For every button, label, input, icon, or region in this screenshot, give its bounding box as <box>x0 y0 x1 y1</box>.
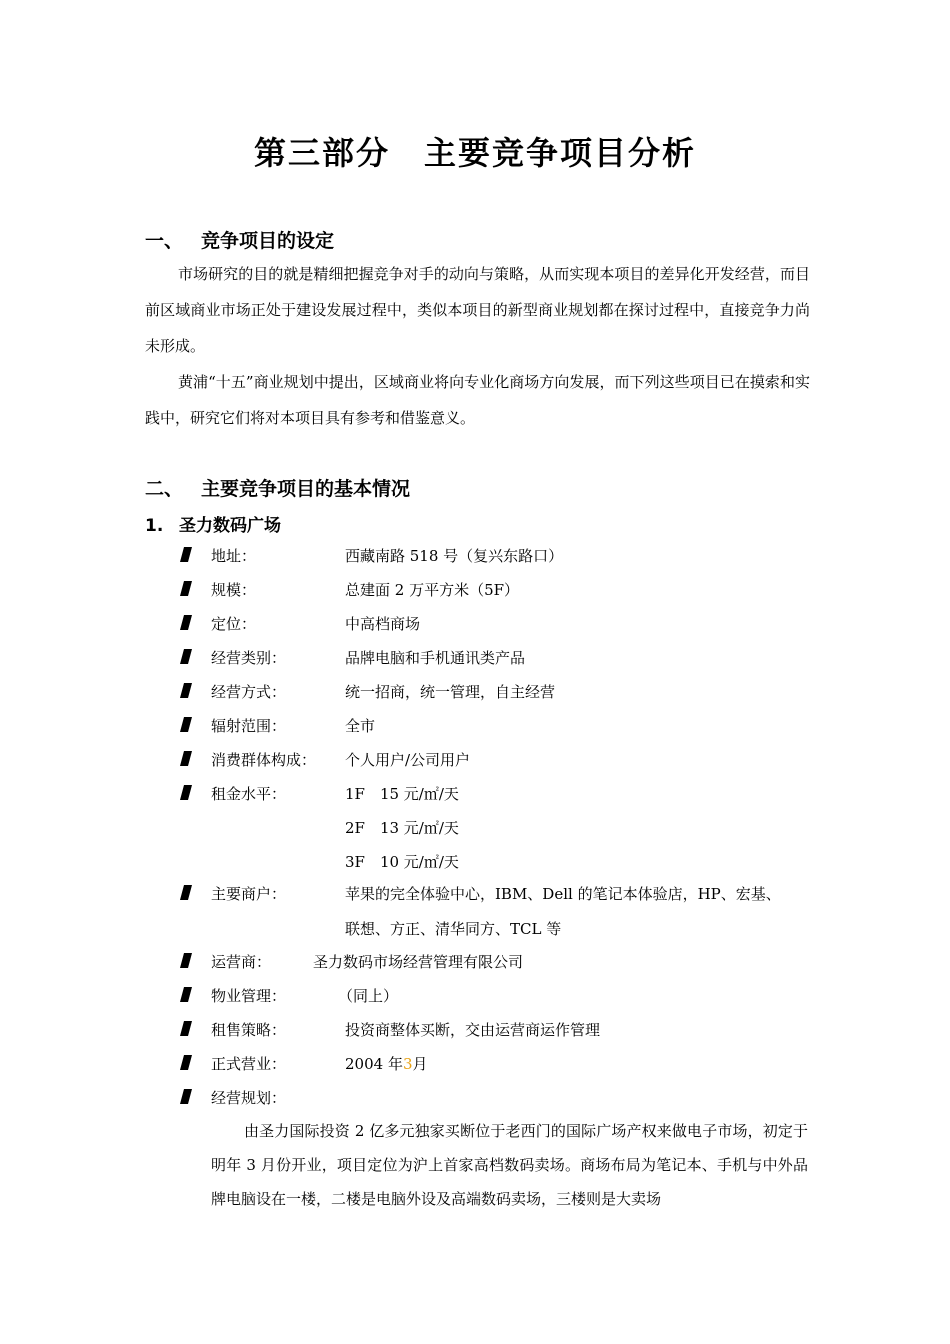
section-heading-1 <box>145 226 334 253</box>
bullet-icon <box>180 581 192 596</box>
paragraph-huangpu-plan: 黄浦“十五”商业规划中提出，区域商业将向专业化商场方向发展，而下列这些项目已在摸索和实践中，研究它们将对本项目具有参考和借鉴意义。 <box>145 373 810 427</box>
info-value <box>345 1053 428 1074</box>
info-value: 苹果的完全体验中心，IBM、Dell 的笔记本体验店，HP、宏基、 <box>345 885 781 903</box>
info-value: 个人用户/公司用户 <box>345 751 471 769</box>
paragraph-market-research: 市场研究的目的就是精细把握竞争对手的动向与策略，从而实现本项目的差异化开发经营，而目前区域商业市场正处于建设发展过程中，类似本项目的新型商业规划都在探讨过程中，直接竞争力尚未形成。 <box>145 265 810 355</box>
rent-row-1f: 1F 15 元/㎡/天 <box>345 785 459 803</box>
info-value: 投资商整体买断，交由运营商运作管理 <box>345 1021 601 1039</box>
bullet-icon <box>180 547 192 562</box>
bullet-icon <box>180 1021 192 1036</box>
info-label: 定位： <box>211 615 257 633</box>
info-value: 统一招商，统一管理，自主经营 <box>345 683 556 701</box>
opening-month-suffix: 月 <box>412 1055 428 1073</box>
bullet-icon <box>180 885 192 900</box>
bullet-icon <box>180 1055 192 1070</box>
info-label: 地址： <box>211 547 257 565</box>
subsection-number: 1. <box>145 516 164 536</box>
info-label: 正式营业： <box>211 1055 287 1073</box>
subsection-title: 圣力数码广场 <box>179 516 281 536</box>
info-label: 运营商： <box>211 953 272 971</box>
bullet-icon <box>180 987 192 1002</box>
bullet-icon <box>180 615 192 630</box>
info-value: 中高档商场 <box>345 615 421 633</box>
rent-row-2f: 2F 13 元/㎡/天 <box>345 819 459 837</box>
info-value: 西藏南路 518 号（复兴东路口） <box>345 547 564 565</box>
info-label: 规模： <box>211 581 257 599</box>
section-title: 主要竞争项目的基本情况 <box>201 478 411 500</box>
info-value: 圣力数码市场经营管理有限公司 <box>313 953 524 971</box>
planning-paragraph: 由圣力国际投资 2 亿多元独家买断位于老西门的国际广场产权来做电子市场，初定于明年 3 月份开业，项目定位为沪上首家高档数码卖场。商场布局为笔记本、手机与中外品牌电脑设在一楼，二楼是电脑外设及高端数码卖场，三楼则是大卖场 <box>211 1122 808 1208</box>
opening-month-highlight: 3 <box>402 1055 413 1073</box>
info-label: 消费群体构成： <box>211 751 317 769</box>
section-number: 二、 <box>145 478 184 500</box>
rent-row-3f: 3F 10 元/㎡/天 <box>345 853 459 871</box>
bullet-icon <box>180 1089 192 1104</box>
info-label: 物业管理： <box>211 987 287 1005</box>
info-value: 全市 <box>345 717 376 735</box>
opening-year: 2004 年 <box>345 1055 403 1073</box>
info-label: 主要商户： <box>211 885 287 903</box>
info-value: （同上） <box>338 987 399 1005</box>
bullet-icon <box>180 785 192 800</box>
section-heading-2 <box>145 474 410 501</box>
bullet-icon <box>180 751 192 766</box>
info-value-continued: 联想、方正、清华同方、TCL 等 <box>345 920 562 938</box>
bullet-icon <box>180 717 192 732</box>
page-title: 第三部分 主要竞争项目分析 <box>253 134 696 172</box>
bullet-icon <box>180 683 192 698</box>
info-label: 租金水平： <box>211 785 287 803</box>
info-label: 经营规划： <box>211 1089 287 1107</box>
info-label: 租售策略： <box>211 1021 287 1039</box>
info-label: 辐射范围： <box>211 717 287 735</box>
bullet-icon <box>180 953 192 968</box>
bullet-icon <box>180 649 192 664</box>
info-label: 经营类别： <box>211 649 287 667</box>
info-label: 经营方式： <box>211 683 287 701</box>
info-value: 品牌电脑和手机通讯类产品 <box>345 649 526 667</box>
section-title: 竞争项目的设定 <box>201 230 335 252</box>
info-value: 总建面 2 万平方米（5F） <box>345 581 520 599</box>
section-number: 一、 <box>145 230 184 252</box>
subsection-heading <box>145 511 281 536</box>
